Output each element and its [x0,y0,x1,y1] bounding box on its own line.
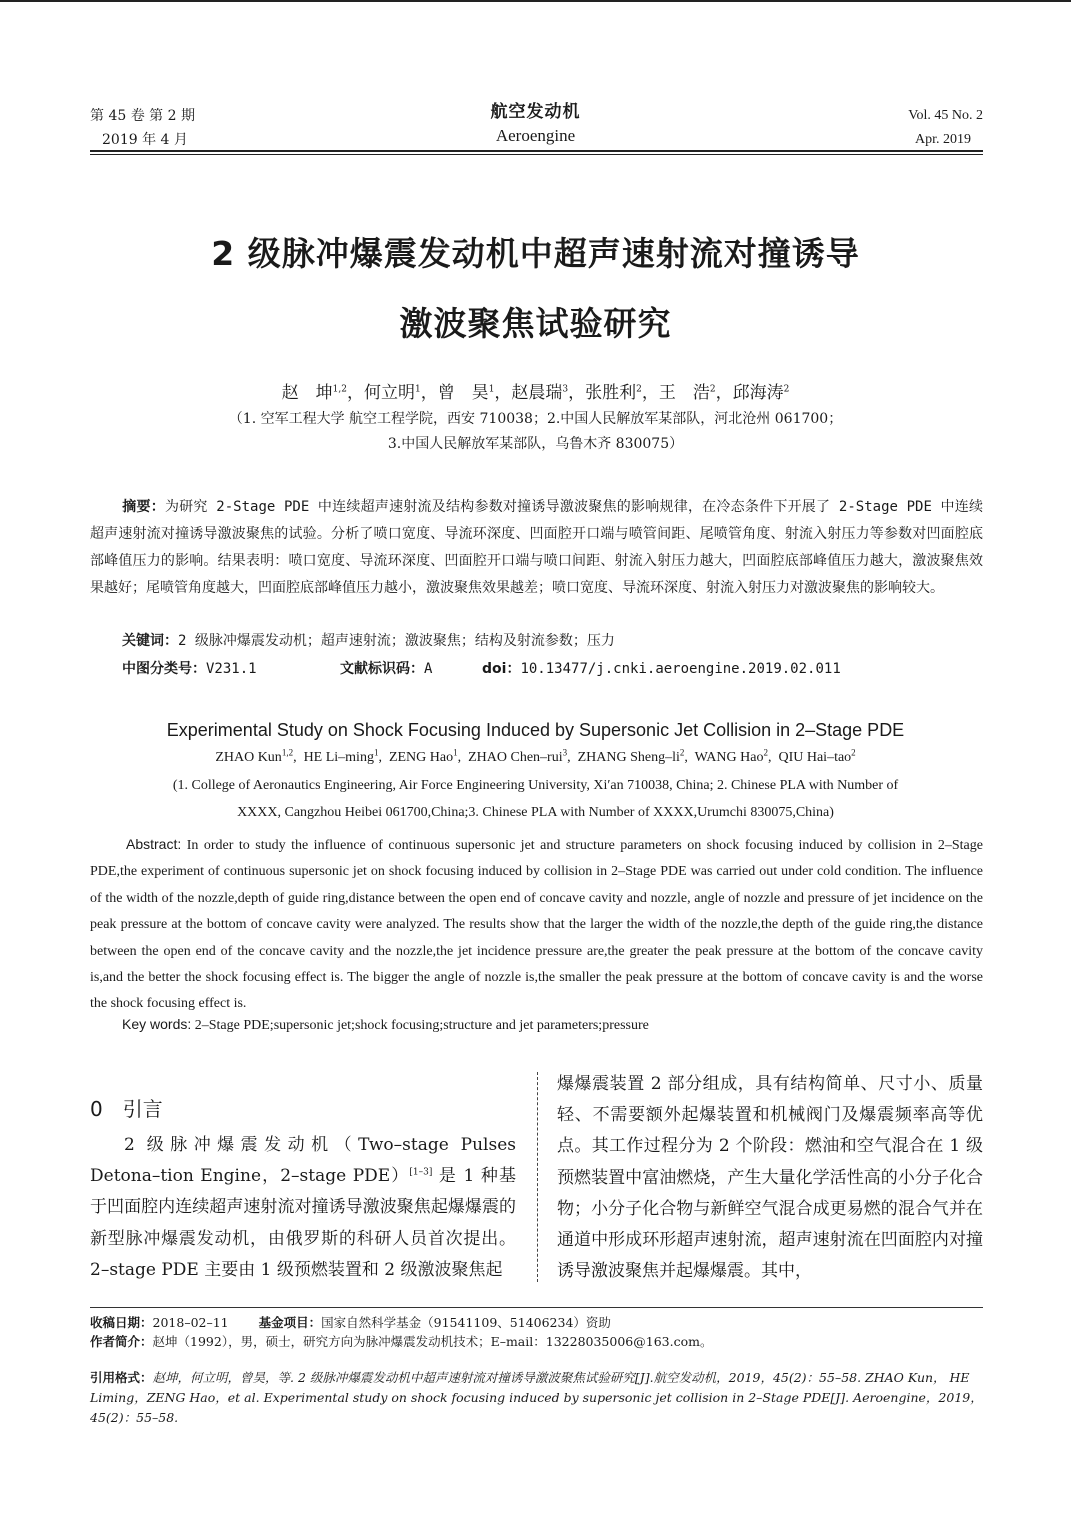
authors-cn: 赵 坤$^{1,2}$，何立明$^1$，曾 昊$^1$，赵晨瑞$^3$，张胜利$^2$，王 浩$^2$，邱海涛$^2$ [281,383,790,403]
author-sup: 1 [373,747,379,758]
abstract-en [90,831,983,1018]
author-sup: 2 [763,747,768,758]
journal-en: Aeroengine [495,126,576,145]
journal-cn: 航空发动机 [490,102,581,122]
body-column-left [90,1130,516,1286]
footnote-author [90,1332,712,1352]
abstract-en-label: Abstract: [126,836,182,852]
header-right [908,104,983,152]
affiliation-en-line1: (1. College of Aeronautics Engineering, Air Force Engineering University, Xi′an 710038, China; 2. Chinese PLA with Number of [172,778,899,793]
author-bio-value: 赵坤（1992），男，硕士，研究方向为脉冲爆震发动机技术；E–mail：13228035006@163.com。 [152,1334,713,1349]
author-cn: 曾 昊 [437,383,489,403]
column-divider [537,1072,538,1282]
body-column-right [557,1069,983,1287]
author-cn: 赵晨瑞 [511,383,563,403]
header-divider [90,150,983,152]
abstract-cn [90,494,983,602]
fund-label: 基金项目： [258,1315,322,1330]
keywords-cn-text: 2 级脉冲爆震发动机；超声速射流；激波聚焦；结构及射流参数；压力 [178,633,615,649]
author-sup: 2 [783,384,790,395]
author-sup: 2 [679,747,685,758]
affiliation-en-line2: XXXX, Cangzhou Heibei 061700,China;3. Chinese PLA with Number of XXXX,Urumchi 830075,China) [237,805,834,820]
date-cn: 2019 年 4 月 [102,132,188,148]
keywords-en-label: Key words: [122,1016,192,1032]
citation-label: 引用格式： [90,1370,153,1385]
abstract-cn-text: 为研究 2-Stage PDE 中连续超声速射流及结构参数对撞诱导激波聚焦的影响规律，在冷态条件下开展了 2-Stage PDE 中连续超声速射流对撞诱导激波聚焦的试验。分析了喷口宽度、导流环深度、凹面腔开口端与喷管间距、尾喷管角度、射流入射压力等参数对凹面腔底部峰值压力的影响。结果表明：喷口宽度、导流环深度、凹面腔开口端与喷口间距、射流入射压力越大，凹面腔底部峰值压力越大，激波聚焦效果越好；尾喷管角度越大，凹面腔底部峰值压力越小，激波聚焦效果越差；喷口宽度、导流环深度、射流入射压力对激波聚焦的影响较大。 [90,499,983,596]
header-divider-thin [90,154,983,155]
title-en: Experimental Study on Shock Focusing Induced by Supersonic Jet Collision in 2–Stage PDE [166,720,905,740]
author-sup: 3 [562,384,569,395]
author-en: ZHAO Kun [215,750,282,765]
author-cn: 何立明 [363,383,415,403]
classification-line [122,658,982,678]
author-bio-label: 作者简介： [90,1334,153,1349]
doi-value: 10.13477/j.cnki.aeroengine.2019.02.011 [520,661,841,677]
title-cn-line2: 激波聚焦试验研究 [399,304,672,343]
author-en: QIU Hai–tao [778,750,852,765]
author-cn: 张胜利 [585,383,637,403]
author-sup: 1 [414,384,421,395]
top-border [0,0,1071,2]
author-sup: 2 [851,747,856,758]
body-paragraph [90,1130,516,1286]
author-sup: 1 [453,747,458,758]
fund-value: 国家自然科学基金（91541109、51406234）资助 [321,1315,611,1330]
author-en: WANG Hao [694,750,764,765]
author-en: ZHAO Chen–rui [468,750,563,765]
author-sup: 1,2 [332,384,347,395]
author-sup: 2 [636,384,642,395]
affiliation-cn-line1: （1. 空军工程大学 航空工程学院，西安 710038；2.中国人民解放军某部队，河北沧州 061700； [228,411,843,427]
doi-label: doi： [482,661,521,677]
body-text: 是 1 种基于凹面腔内连续超声速射流对撞诱导激波聚焦起爆爆震的新型脉冲爆震发动机，由俄罗斯的科研人员首次提出。2–stage PDE 主要由 1 级预燃装置和 2 级激波聚焦起 [90,1166,517,1280]
author-en: HE Li–ming [303,750,374,765]
clc-label: 中图分类号： [122,661,206,677]
author-en: ZENG Hao [388,750,454,765]
body-text: 2 级脉冲爆震发动机（Two–stage Pulses Detona–tion Engine，2–stage PDE） [90,1135,516,1187]
doc-code-label: 文献标识码： [340,661,424,677]
citation-ref: [1–3] [409,1167,433,1178]
author-cn: 邱海涛 [732,383,784,403]
footnote-received-fund [90,1313,611,1333]
clc-value: V231.1 [206,661,257,677]
author-en: ZHANG Sheng–li [577,750,680,765]
author-sup: 3 [562,747,568,758]
keywords-cn-label: 关键词： [122,633,178,649]
doc-code-value: A [424,661,433,677]
section-heading: 0 引言 [90,1097,163,1121]
volume-en: Vol. 45 No. 2 [908,108,983,123]
keywords-en-text: 2–Stage PDE;supersonic jet;shock focusing;structure and jet parameters;pressure [194,1018,649,1033]
title-cn-line1: 2 级脉冲爆震发动机中超声速射流对撞诱导 [211,234,860,273]
affiliation-cn-line2: 3.中国人民解放军某部队，乌鲁木齐 830075） [387,436,684,452]
date-en: Apr. 2019 [915,132,971,147]
keywords-en [122,1016,649,1034]
volume-cn: 第 45 卷 第 2 期 [90,108,195,124]
keywords-cn [122,630,615,650]
abstract-cn-label: 摘要： [122,499,165,515]
body-paragraph: 爆爆震装置 2 部分组成，具有结构简单、尺寸小、质量轻、不需要额外起爆装置和机械阀门及爆震频率高等优点。其工作过程分为 2 个阶段：燃油和空气混合在 1 级预燃装置中富油燃烧，产生大量化学活性高的小分子化合物；小分子化合物与新鲜空气混合成更易燃的混合气并在通道中形成环形超声速射流，超声速射流在凹面腔内对撞诱导激波聚焦并起爆爆震。其中， [557,1074,983,1282]
received-value: 2018–02–11 [152,1315,229,1330]
citation-format [90,1368,983,1428]
author-cn: 赵 坤 [281,383,333,403]
authors-en: ZHAO Kun$^{1,2}$, HE Li–ming$^1$, ZENG Hao$^1$, ZHAO Chen–rui$^3$, ZHANG Sheng–$li^2$, WANG Hao$^2$, QIU Hai–tao$^2$ [215,747,856,765]
citation-value: 赵坤，何立明，曾昊，等. 2 级脉冲爆震发动机中超声速射流对撞诱导激波聚焦试验研究[J].航空发动机，2019，45(2)：55–58. ZHAO Kun， HE Liming，ZENG Hao，et al. Experimental study on shock focusing induced by supersonic jet collision in 2–Stage PDE[J]. Aeroengine，2019，45(2)：55–58. [90,1370,983,1425]
author-sup: 2 [709,384,716,395]
author-sup: 1,2 [281,747,294,758]
abstract-en-text: In order to study the influence of continuous supersonic jet and structure parameters on shock focusing induced by collision in 2–Stage PDE,the experiment of continuous supersonic jet on shock focusing induced by collision in 2–Stage PDE was carried out under cold condition. The influence of the width of the nozzle,depth of guide ring,distance between the open end of concave cavity and nozzle, angle of nozzle and pressure of jet incidence on the peak pressure at the bottom of concave cavity were analyzed. The results show that the larger the width of the nozzle,the depth of the guide ring,the distance between the open end of the concave cavity and the nozzle,the jet incidence pressure are,the greater the peak pressure at the bottom of the concave cavity is,and the better the shock focusing effect is. The bigger the angle of nozzle is,the smaller the peak pressure at the bottom of concave cavity is and the worse the shock focusing effect is. [90,838,983,1012]
author-cn: 王 浩 [658,383,710,403]
author-sup: 1 [488,384,495,395]
received-label: 收稿日期： [90,1315,153,1330]
footnote-divider [90,1307,983,1308]
